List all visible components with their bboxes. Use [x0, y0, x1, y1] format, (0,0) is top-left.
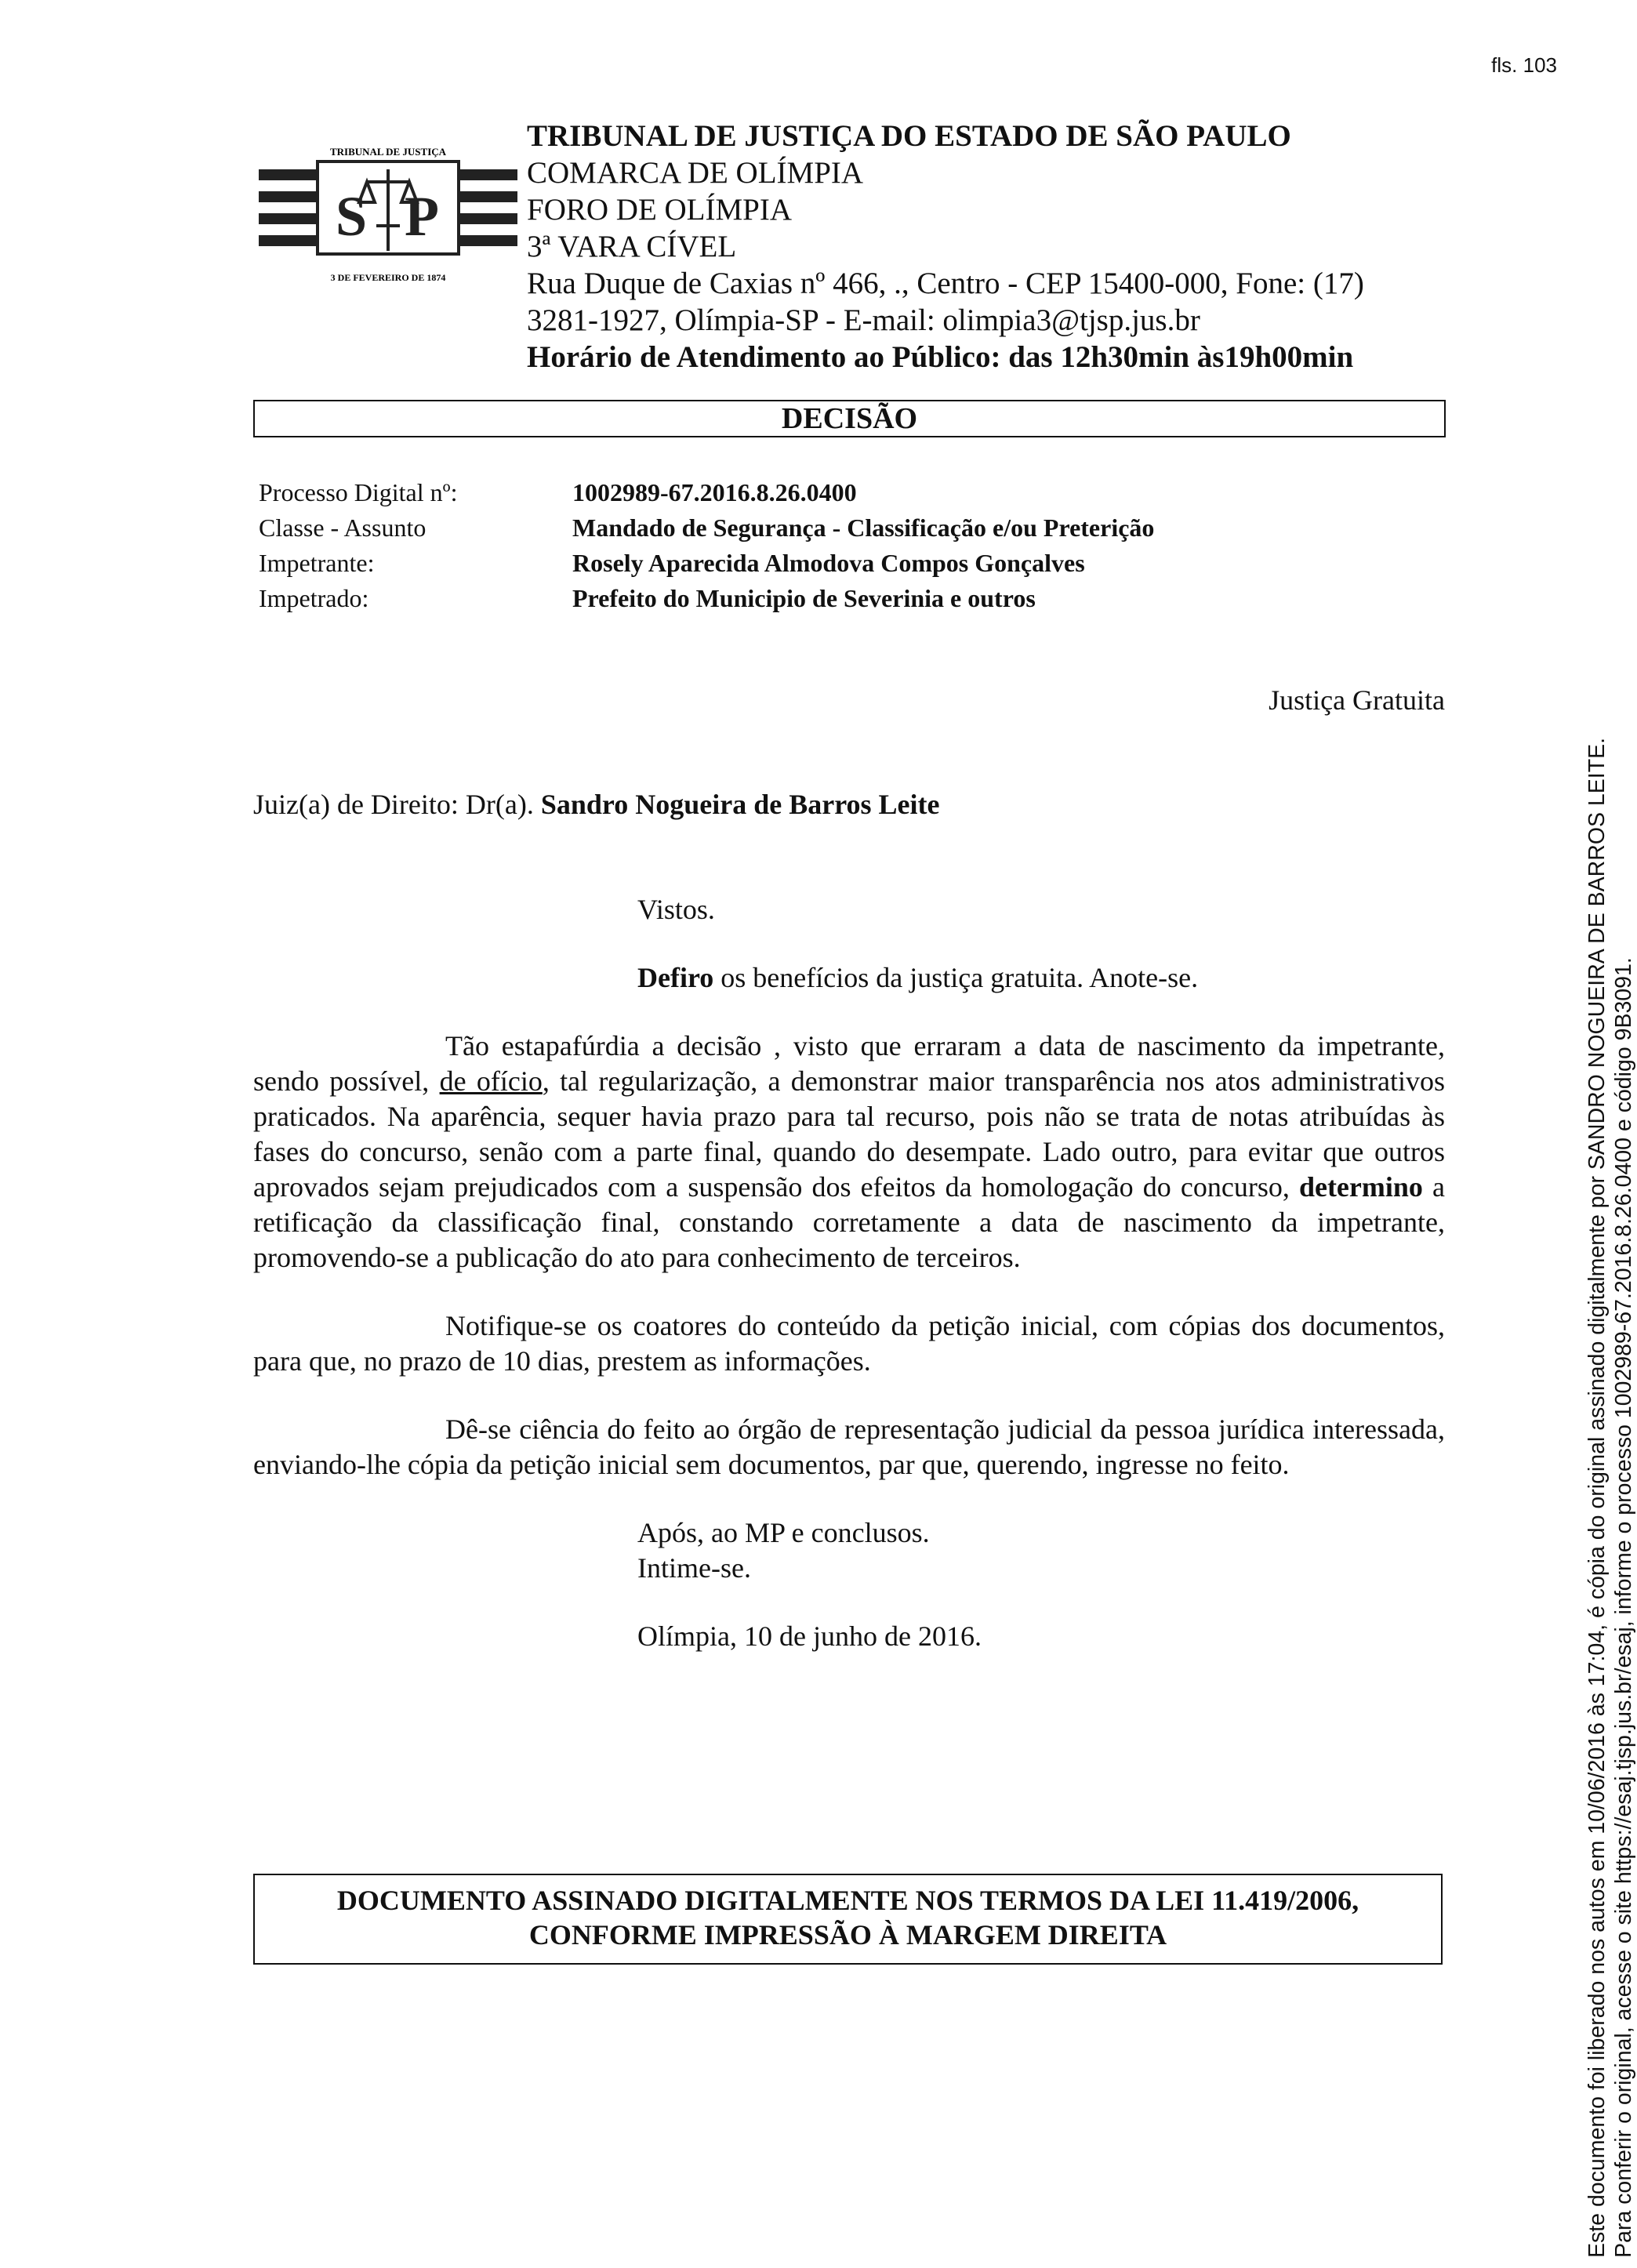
side-authentication-stamp: [1584, 596, 1637, 2258]
case-info-label: Impetrado:: [259, 584, 369, 612]
case-info-value: 1002989-67.2016.8.26.0400: [572, 478, 857, 506]
case-info-row: [259, 510, 1482, 546]
case-info-label: Classe - Assunto: [259, 513, 426, 542]
case-info-value: Prefeito do Municipio de Severinia e outros: [572, 584, 1036, 612]
defiro-bold: Defiro: [637, 962, 714, 993]
date-line: Olímpia, 10 de junho de 2016.: [637, 1620, 982, 1652]
decision-body: [253, 892, 1445, 1654]
court-header: [527, 118, 1483, 376]
p2-text-a: Tão estapafúrdia a decisão , visto que erraram a data de nascimento da impetrante, sendo possível,: [253, 1030, 1445, 1097]
logo-top-text: TRIBUNAL DE JUSTIÇA: [329, 146, 447, 158]
case-info-row: [259, 475, 1482, 510]
de-oficio: de ofício: [439, 1065, 543, 1097]
case-info-label: Impetrante:: [259, 549, 375, 577]
case-info: [259, 475, 1482, 616]
comarca: COMARCA DE OLÍMPIA: [527, 156, 864, 190]
vara: 3ª VARA CÍVEL: [527, 230, 737, 263]
defiro-rest: os benefícios da justiça gratuita. Anote-se.: [713, 962, 1199, 993]
paragraph-determino: [253, 1029, 1445, 1276]
vistos: Vistos.: [637, 894, 715, 925]
paragraph-apos: Após, ao MP e conclusos.: [637, 1517, 930, 1548]
document-title: DECISÃO: [253, 400, 1446, 437]
case-info-label: Processo Digital nº:: [259, 478, 458, 506]
paragraph-notifique: Notifique-se os coatores do conteúdo da petição inicial, com cópias dos documentos, para que, no prazo de 10 dias, prestem as informações.: [253, 1310, 1445, 1377]
case-info-value: Rosely Aparecida Almodova Compos Gonçalves: [572, 549, 1085, 577]
signature-notice-line-2: CONFORME IMPRESSÃO À MARGEM DIREITA: [528, 1919, 1167, 1950]
address-line-2: 3281-1927, Olímpia-SP - E-mail: olimpia3@tjsp.jus.br: [527, 303, 1200, 337]
free-justice-note: Justiça Gratuita: [1269, 684, 1445, 716]
side-stamp-line-1: Este documento foi liberado nos autos em 10/06/2016 às 17:04, é cópia do original assinado digitalmente por SANDRO NOGUEIRA DE BARROS LEITE.: [1584, 737, 1610, 2258]
foro: FORO DE OLÍMPIA: [527, 193, 793, 227]
page-number: fls. 103: [1491, 53, 1557, 77]
case-info-value: Mandado de Segurança - Classificação e/ou Preterição: [572, 513, 1155, 542]
judge-line: [253, 788, 940, 821]
paragraph-intime: Intime-se.: [637, 1552, 751, 1584]
office-hours: Horário de Atendimento ao Público: das 12h30min às19h00min: [527, 340, 1354, 374]
logo-bottom-text: 3 DE FEVEREIRO DE 1874: [330, 272, 446, 283]
logo-initial-p: P: [405, 185, 439, 248]
address-line-1: Rua Duque de Caxias nº 466, ., Centro - CEP 15400-000, Fone: (17): [527, 267, 1364, 300]
p2-text-b: , tal regularização, a demonstrar maior transparência nos atos administrativos praticados. Na aparência, sequer havia prazo para tal recurso, pois não se trata de notas atribuídas às fases do concurso, senão com a parte final, quando do desempate. Lado outro, para evitar que outros aprovados sejam prejudicados com a suspensão dos efeitos da homologação do concurso,: [253, 1065, 1446, 1203]
side-stamp-line-2: Para conferir o original, acesse o site https://esaj.tjsp.jus.br/esaj, informe o processo 1002989-67.2016.8.26.0400 e código 9B3091.: [1611, 957, 1636, 2258]
case-info-row: [259, 581, 1482, 616]
paragraph-ciencia: Dê-se ciência do feito ao órgão de representação judicial da pessoa jurídica interessada, enviando-lhe cópia da petição inicial sem documentos, par que, querendo, ingresse no feito.: [253, 1413, 1445, 1480]
paragraph-defiro: [253, 960, 1445, 996]
court-name: TRIBUNAL DE JUSTIÇA DO ESTADO DE SÃO PAULO: [527, 119, 1291, 153]
case-info-row: [259, 546, 1482, 581]
p2-text-c: a retificação da classificação final, constando corretamente a data de nascimento da impetrante, promovendo-se a publicação do ato para conhecimento de terceiros.: [253, 1171, 1445, 1273]
digital-signature-notice: [253, 1874, 1443, 1965]
court-logo: [259, 133, 517, 290]
judge-prefix: Juiz(a) de Direito: Dr(a).: [253, 789, 534, 820]
signature-notice-line-1: DOCUMENTO ASSINADO DIGITALMENTE NOS TERMOS DA LEI 11.419/2006,: [336, 1885, 1359, 1916]
determino-bold: determino: [1298, 1171, 1423, 1203]
judge-name: Sandro Nogueira de Barros Leite: [540, 789, 940, 820]
logo-initial-s: S: [336, 185, 368, 248]
